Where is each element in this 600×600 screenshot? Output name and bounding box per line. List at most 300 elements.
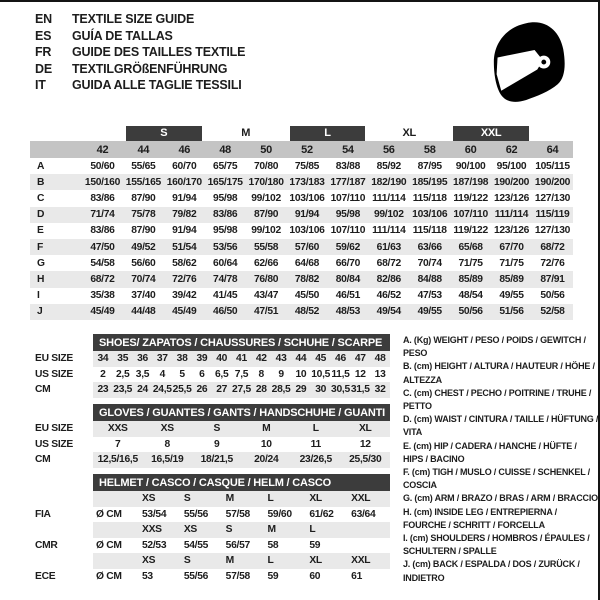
measurement-value: 47/50: [82, 239, 123, 255]
size-value: 57/58: [225, 570, 250, 582]
measurement-value: 45/50: [294, 290, 320, 302]
size-value: 53: [142, 570, 153, 582]
size-value: 32: [370, 382, 390, 398]
measurement-row: [30, 271, 573, 287]
measurement-value: 74/78: [205, 271, 246, 287]
measurement-value: 39/42: [172, 290, 197, 302]
size-value: 55/56: [183, 570, 209, 582]
row-label: [30, 553, 93, 569]
size-value: [93, 553, 139, 569]
size-value: 35: [113, 351, 133, 367]
guide-title: GUIDE DES TAILLES TEXTILE: [72, 45, 246, 60]
measurement-value: 103/106: [289, 225, 325, 237]
size-row: [30, 569, 390, 585]
measurement-value: 170/180: [246, 174, 287, 190]
size-value: 27,5: [232, 382, 252, 398]
size-value: 4: [159, 368, 165, 380]
measurement-value: 65/68: [450, 239, 491, 255]
measurement-value: 95/98: [213, 192, 238, 204]
measurement-value: 99/102: [251, 225, 281, 237]
measurement-value: 75/85: [294, 160, 320, 172]
size-value: 38: [172, 351, 192, 367]
language-code: EN: [35, 12, 52, 26]
row-label: CMR: [30, 538, 93, 554]
size-value: 43: [271, 351, 291, 367]
measurement-value: 103/106: [409, 207, 450, 223]
measurement-value: 182/190: [368, 174, 409, 190]
size-band-s: S: [126, 126, 202, 141]
row-letter: E: [37, 225, 44, 237]
measurement-value: 76/80: [246, 271, 287, 287]
size-value: 58: [267, 539, 279, 551]
measurement-value: 91/94: [287, 207, 328, 223]
size-value: XL: [306, 553, 348, 569]
size-value: XS: [139, 491, 181, 507]
size-value: 45: [311, 351, 331, 367]
measurement-value: 83/88: [335, 160, 361, 172]
size-value: 30,5: [331, 382, 351, 398]
size-value: L: [264, 491, 306, 507]
size-band-xl: XL: [402, 127, 416, 139]
size-value: XS: [143, 421, 193, 437]
measurement-value: 173/183: [287, 174, 328, 190]
measurement-value: 95/100: [496, 160, 527, 172]
size-row: [30, 491, 390, 507]
eu-size-column-header: 52: [287, 141, 328, 158]
measurement-value: 62/66: [253, 257, 279, 269]
size-value: 52/53: [142, 539, 167, 551]
size-value: S: [223, 522, 265, 538]
size-band-xxl: XXL: [453, 126, 529, 141]
row-letter: J: [30, 304, 82, 320]
size-value: 30: [311, 382, 331, 398]
size-value: 11: [310, 438, 321, 450]
measurement-value: 72/76: [164, 271, 205, 287]
size-value: 25,5/30: [341, 452, 391, 468]
measurement-value: 90/100: [455, 160, 486, 172]
measurement-value: 87/90: [131, 225, 156, 237]
language-row: [35, 44, 245, 61]
size-value: Ø CM: [96, 570, 122, 582]
measurement-value: 107/110: [330, 225, 366, 237]
measurement-value: 50/60: [90, 160, 115, 172]
measurement-value: 68/72: [376, 257, 401, 269]
size-row: [30, 351, 390, 367]
measurement-value: 187/198: [450, 174, 491, 190]
language-row: [35, 28, 245, 45]
measurement-value: 80/84: [327, 271, 368, 287]
measurement-value: 123/126: [493, 192, 530, 204]
size-value: 28: [251, 382, 271, 398]
measurement-row: [30, 190, 573, 206]
measurement-value: 43/47: [253, 290, 279, 302]
measurement-value: 91/94: [172, 192, 197, 204]
size-value: Ø CM: [96, 508, 122, 520]
size-value: 56/57: [225, 539, 250, 551]
measurement-value: 160/170: [164, 174, 205, 190]
size-row: [30, 367, 390, 383]
row-letter: H: [30, 271, 82, 287]
textile-size-table: [30, 126, 573, 320]
legend-entry: F. (cm) TIGH / MUSLO / CUISSE / SCHENKEL / COSCIA: [403, 467, 590, 491]
measurement-value: 70/74: [123, 271, 164, 287]
size-value: [348, 538, 390, 554]
size-value: 9: [278, 368, 284, 380]
measurement-value: 103/106: [289, 192, 325, 204]
measurement-value: 107/110: [330, 192, 366, 204]
legend-entry: G. (cm) ARM / BRAZO / BRAS / ARM / BRACCIO: [403, 493, 598, 504]
size-value: M: [223, 553, 265, 569]
measurement-value: 52/58: [532, 304, 573, 320]
measurement-value: 45/49: [82, 304, 123, 320]
size-value: S: [192, 421, 242, 437]
measurement-value: 51/56: [491, 304, 532, 320]
size-row: [30, 437, 390, 453]
eu-size-column-header: 44: [123, 141, 164, 158]
size-value: 5: [179, 368, 185, 380]
measurement-value: 57/60: [287, 239, 328, 255]
size-value: XL: [306, 491, 348, 507]
measurement-value: 46/51: [335, 290, 361, 302]
size-value: XS: [139, 553, 181, 569]
row-label: CM: [30, 452, 93, 468]
measurement-row: [30, 288, 573, 304]
measurement-value: 53/56: [205, 239, 246, 255]
measurement-value: 65/75: [213, 160, 238, 172]
language-row: [35, 61, 245, 78]
measurement-value: 85/89: [450, 271, 491, 287]
eu-size-column-header: 64: [532, 141, 573, 158]
size-value: 59/60: [267, 508, 292, 520]
measurement-value: 87/90: [246, 207, 287, 223]
guide-title: TEXTILGRÖßENFÜHRUNG: [72, 61, 228, 76]
size-value: 53/54: [142, 508, 167, 520]
row-label: CM: [30, 382, 93, 398]
size-value: 12: [354, 368, 366, 380]
size-value: 34: [93, 351, 113, 367]
measurement-row: [30, 207, 573, 223]
size-row: [30, 553, 390, 569]
measurement-value: 41/45: [213, 290, 238, 302]
measurement-value: 111/114: [372, 225, 406, 237]
measurement-value: 123/126: [493, 225, 530, 237]
measurement-value: 165/175: [205, 174, 246, 190]
measurement-row: [30, 255, 573, 271]
shoes-size-table: [30, 334, 390, 398]
measurement-value: 79/82: [164, 207, 205, 223]
measurement-value: 47/51: [246, 304, 287, 320]
size-value: 48: [370, 351, 390, 367]
measurement-value: 78/82: [287, 271, 328, 287]
legend-entry: I. (cm) SHOULDERS / HOMBROS / ÉPAULES / SCHULTERN / SPALLE: [403, 533, 590, 557]
size-value: 37: [152, 351, 172, 367]
measurement-value: 44/48: [123, 304, 164, 320]
measurement-value: 64/68: [294, 257, 320, 269]
size-value: 55/56: [183, 508, 209, 520]
measurement-value: 49/55: [409, 304, 450, 320]
measurement-value: 115/118: [412, 225, 447, 237]
language-code: IT: [35, 78, 46, 93]
size-band-row: [30, 126, 573, 141]
measurement-value: 63/66: [409, 239, 450, 255]
size-value: 13: [374, 368, 386, 380]
size-value: 39: [192, 351, 212, 367]
measurement-row: [30, 158, 573, 174]
size-value: 57/58: [225, 508, 250, 520]
size-value: 42: [251, 351, 271, 367]
measurement-value: 51/54: [164, 239, 205, 255]
size-row: [30, 382, 390, 398]
section-header-row: [30, 404, 390, 421]
measurement-value: 83/86: [90, 192, 115, 204]
size-value: 44: [291, 351, 311, 367]
size-row: [30, 452, 390, 468]
measurement-value: 111/114: [491, 207, 532, 223]
size-value: 31,5: [350, 382, 370, 398]
size-value: 41: [232, 351, 252, 367]
size-value: 60: [309, 570, 321, 582]
size-value: 23/26,5: [291, 452, 341, 468]
measurement-value: 70/80: [253, 160, 279, 172]
size-value: 9: [214, 438, 220, 450]
row-label: [30, 522, 93, 538]
language-code: ES: [35, 28, 52, 43]
language-title-list: [35, 11, 245, 94]
measurement-value: 185/195: [409, 174, 450, 190]
language-row: [35, 77, 245, 94]
section-title: GLOVES / GUANTES / GANTS / HANDSCHUHE / GUANTI: [93, 404, 390, 421]
size-value: 25,5: [172, 382, 192, 398]
measurement-value: 60/70: [172, 160, 197, 172]
measurement-value: 99/102: [368, 207, 409, 223]
measurement-value: 83/86: [90, 225, 115, 237]
measurement-value: 111/114: [372, 192, 406, 204]
helmet-size-table: [30, 474, 390, 584]
size-value: 10: [260, 438, 272, 450]
guide-title: TEXTILE SIZE GUIDE: [72, 12, 195, 26]
row-letter: F: [30, 239, 82, 255]
legend-entry: C. (cm) CHEST / PECHO / POITRINE / TRUHE / PETTO: [403, 387, 592, 412]
size-value: 24: [133, 382, 153, 398]
size-value: 24,5: [152, 382, 172, 398]
size-value: 28,5: [271, 382, 291, 398]
legend-entry: E. (cm) HIP / CADERA / HANCHE / HÜFTE / HIPS / BACINO: [403, 440, 577, 464]
row-label: US SIZE: [30, 437, 93, 453]
measurement-value: 82/86: [368, 271, 409, 287]
measurement-value: 115/119: [532, 207, 573, 223]
legend-entry: A. (Kg) WEIGHT / PESO / POIDS / GEWITCH / PESO: [403, 335, 586, 359]
measurement-value: 71/75: [458, 257, 483, 269]
size-row: [30, 507, 390, 523]
size-value: 18/21,5: [192, 452, 242, 468]
row-letter: D: [30, 207, 82, 223]
measurement-value: 48/52: [287, 304, 328, 320]
row-label: EU SIZE: [30, 421, 93, 437]
measurement-value: 45/49: [164, 304, 205, 320]
eu-size-column-header: 54: [327, 141, 368, 158]
size-value: M: [264, 522, 306, 538]
size-value: 46: [331, 351, 351, 367]
measurement-value: 68/72: [532, 239, 573, 255]
racing-helmet-icon: [492, 17, 566, 109]
size-value: 2,5: [115, 368, 130, 380]
section-header-row: [30, 334, 390, 351]
size-value: 11,5: [331, 368, 350, 380]
measurement-value: 127/130: [534, 192, 571, 204]
row-label: US SIZE: [30, 367, 93, 383]
language-row: [35, 11, 245, 28]
size-value: Ø CM: [96, 539, 122, 551]
size-value: XS: [181, 522, 223, 538]
size-value: 23,5: [113, 382, 133, 398]
measurement-value: 46/50: [205, 304, 246, 320]
size-value: 29: [291, 382, 311, 398]
measurement-value: 54/58: [90, 257, 115, 269]
measurement-value: 99/102: [251, 192, 281, 204]
measurement-value: 49/54: [368, 304, 409, 320]
row-label: [30, 491, 93, 507]
gloves-size-table: [30, 404, 390, 468]
size-value: M: [223, 491, 265, 507]
row-label: FIA: [30, 507, 93, 523]
measurement-value: 55/58: [246, 239, 287, 255]
size-value: 16,5/19: [143, 452, 193, 468]
measurement-value: 49/55: [499, 290, 524, 302]
size-value: [93, 522, 139, 538]
size-band-m: M: [241, 127, 251, 139]
size-value: XL: [341, 421, 391, 437]
eu-size-column-header: 60: [450, 141, 491, 158]
eu-size-column-header: 58: [409, 141, 450, 158]
size-value: 27: [212, 382, 232, 398]
legend-entry: H. (cm) INSIDE LEG / ENTREPIERNA / FOURCHE / SCHRITT / FORCELLA: [403, 506, 557, 530]
size-value: 12: [359, 438, 371, 450]
size-value: XXS: [93, 421, 143, 437]
size-value: XXL: [348, 491, 390, 507]
measurement-value: 46/52: [376, 290, 401, 302]
size-value: 47: [350, 351, 370, 367]
measurement-value: 107/110: [450, 207, 491, 223]
legend-entry: D. (cm) WAIST / CINTURA / TAILLE / HÜFTUNG / VITA: [403, 414, 599, 438]
size-value: 26: [192, 382, 212, 398]
row-letter: I: [37, 290, 40, 302]
measurement-value: 190/200: [491, 174, 532, 190]
measurement-value: 87/90: [131, 192, 156, 204]
size-value: 54/55: [183, 539, 209, 551]
measurement-value: 190/200: [532, 174, 573, 190]
eu-size-column-header: 56: [368, 141, 409, 158]
measurement-value: 67/70: [491, 239, 532, 255]
size-value: 36: [133, 351, 153, 367]
measurement-value: 55/65: [131, 160, 156, 172]
size-value: 59: [309, 539, 321, 551]
measurement-value: 59/62: [327, 239, 368, 255]
measurement-value: 85/92: [376, 160, 401, 172]
eu-size-column-header: 42: [82, 141, 123, 158]
measurement-value: 85/89: [491, 271, 532, 287]
size-value: 3,5: [135, 368, 150, 380]
measurement-value: 115/118: [412, 192, 447, 204]
size-value: S: [181, 491, 223, 507]
size-value: M: [242, 421, 292, 437]
size-value: 12,5/16,5: [93, 452, 143, 468]
measurement-value: 84/88: [409, 271, 450, 287]
measurement-value: 95/98: [213, 225, 238, 237]
measurement-value: 75/78: [123, 207, 164, 223]
eu-size-column-header: 50: [246, 141, 287, 158]
measurement-value: 127/130: [534, 225, 571, 237]
size-row: [30, 522, 390, 538]
measurement-value: 71/74: [82, 207, 123, 223]
size-value: 40: [212, 351, 232, 367]
size-value: S: [181, 553, 223, 569]
measurement-value: 150/160: [82, 174, 123, 190]
measurement-row: [30, 304, 573, 320]
measurement-value: 47/53: [417, 290, 442, 302]
eu-size-column-header: 62: [491, 141, 532, 158]
measurement-value: 155/165: [123, 174, 164, 190]
measurement-value: 58/62: [172, 257, 197, 269]
size-value: [348, 522, 390, 538]
row-label: EU SIZE: [30, 351, 93, 367]
size-value: 23: [93, 382, 113, 398]
section-title: HELMET / CASCO / CASQUE / HELM / CASCO: [93, 474, 390, 491]
measurement-legend: [403, 334, 599, 585]
size-value: L: [306, 522, 348, 538]
size-value: 20/24: [242, 452, 292, 468]
size-value: XXL: [348, 553, 390, 569]
measurement-value: 177/187: [327, 174, 368, 190]
language-code: FR: [35, 45, 52, 60]
measurement-value: 66/70: [335, 257, 361, 269]
measurement-value: 35/38: [90, 290, 115, 302]
size-value: 8: [164, 438, 170, 450]
measurement-value: 48/54: [458, 290, 483, 302]
size-value: 7: [115, 438, 121, 450]
measurement-row: [30, 174, 573, 190]
eu-size-column-header: 46: [164, 141, 205, 158]
size-band-l: L: [290, 126, 366, 141]
measurement-value: 50/56: [540, 290, 565, 302]
eu-size-column-header: 48: [205, 141, 246, 158]
measurement-value: 72/76: [540, 257, 565, 269]
measurement-value: 87/91: [532, 271, 573, 287]
measurement-value: 61/63: [368, 239, 409, 255]
measurement-value: 95/98: [327, 207, 368, 223]
size-value: [93, 491, 139, 507]
row-letter: C: [37, 192, 45, 204]
size-row: [30, 538, 390, 554]
measurement-value: 48/53: [327, 304, 368, 320]
measurement-value: 60/64: [213, 257, 238, 269]
section-header-row: [30, 474, 390, 491]
language-code: DE: [35, 61, 52, 76]
size-value: 7,5: [234, 368, 249, 380]
row-label: ECE: [30, 569, 93, 585]
size-row: [30, 421, 390, 437]
size-value: 10,5: [311, 368, 331, 380]
size-value: L: [291, 421, 341, 437]
row-letter: G: [37, 257, 45, 269]
measurement-value: 37/40: [131, 290, 156, 302]
measurement-value: 50/56: [450, 304, 491, 320]
measurement-value: 49/52: [123, 239, 164, 255]
measurement-value: 87/95: [417, 160, 442, 172]
section-title: SHOES/ ZAPATOS / CHAUSSURES / SCHUHE / SCARPE: [93, 334, 390, 351]
legend-entry: J. (cm) BACK / ESPALDA / DOS / ZURÜCK / INDIETRO: [403, 559, 580, 583]
size-value: XXS: [139, 522, 181, 538]
size-value: 61/62: [309, 508, 334, 520]
